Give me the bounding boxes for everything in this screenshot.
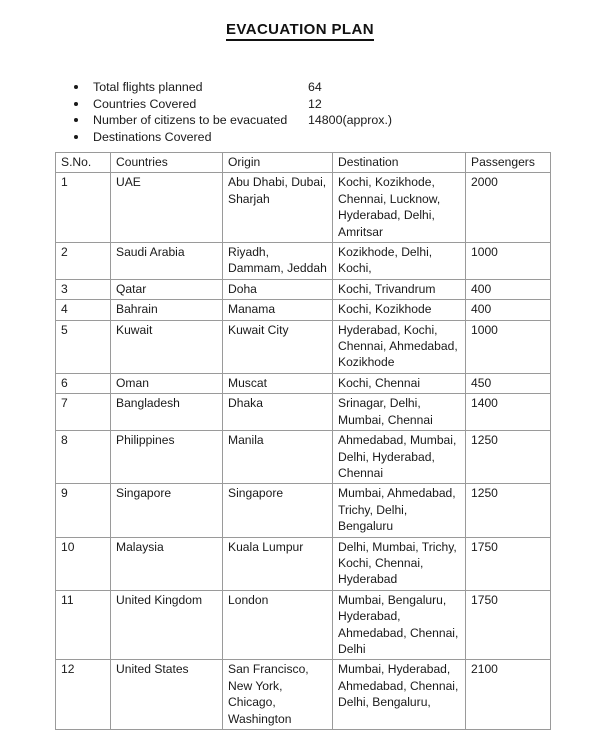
cell-origin: Abu Dhabi, Dubai, Sharjah — [223, 173, 333, 243]
cell-sno: 5 — [56, 320, 111, 373]
table-row — [56, 590, 551, 660]
cell-country: Singapore — [111, 484, 223, 537]
table-row — [56, 484, 551, 537]
cell-origin: Kuwait City — [223, 320, 333, 373]
cell-country: Bangladesh — [111, 394, 223, 431]
cell-country: United Kingdom — [111, 590, 223, 660]
cell-sno: 4 — [56, 300, 111, 320]
summary-item — [72, 79, 322, 96]
cell-country: Oman — [111, 373, 223, 393]
summary-item-label: Number of citizens to be evacuated — [93, 113, 288, 127]
cell-passengers: 1750 — [466, 590, 551, 660]
cell-origin: London — [223, 590, 333, 660]
table-row — [56, 431, 551, 484]
cell-destination: Delhi, Mumbai, Trichy, Kochi, Chennai, Hyderabad — [333, 537, 466, 590]
cell-country: Philippines — [111, 431, 223, 484]
summary-item — [72, 96, 322, 113]
page-title-text: EVACUATION PLAN — [226, 21, 374, 41]
cell-passengers: 2100 — [466, 660, 551, 730]
bullet-icon — [74, 118, 78, 122]
summary-item-value: 64 — [308, 80, 322, 94]
column-header-countries: Countries — [111, 153, 223, 173]
cell-passengers: 2000 — [466, 173, 551, 243]
cell-sno: 3 — [56, 279, 111, 299]
cell-passengers: 1750 — [466, 537, 551, 590]
cell-sno: 1 — [56, 173, 111, 243]
cell-destination: Mumbai, Hyderabad, Ahmedabad, Chennai, Delhi, Bengaluru, — [333, 660, 466, 730]
cell-country: Malaysia — [111, 537, 223, 590]
table-row — [56, 537, 551, 590]
table-row — [56, 300, 551, 320]
column-header-passengers: Passengers — [466, 153, 551, 173]
cell-passengers: 450 — [466, 373, 551, 393]
cell-origin: Kuala Lumpur — [223, 537, 333, 590]
cell-origin: Doha — [223, 279, 333, 299]
table-row — [56, 173, 551, 243]
cell-destination: Kozikhode, Delhi, Kochi, — [333, 243, 466, 280]
summary-item-label: Countries Covered — [93, 96, 197, 111]
summary-item — [72, 112, 393, 129]
cell-passengers: 1400 — [466, 394, 551, 431]
cell-origin: Manila — [223, 431, 333, 484]
cell-passengers: 400 — [466, 300, 551, 320]
cell-origin: Riyadh, Dammam, Jeddah — [223, 243, 333, 280]
cell-destination: Kochi, Trivandrum — [333, 279, 466, 299]
table-row — [56, 243, 551, 280]
cell-sno: 7 — [56, 394, 111, 431]
cell-country: United States — [111, 660, 223, 730]
cell-destination: Ahmedabad, Mumbai, Delhi, Hyderabad, Chennai — [333, 431, 466, 484]
cell-origin: San Francisco, New York, Chicago, Washington — [223, 660, 333, 730]
page-title — [0, 0, 600, 38]
cell-country: Kuwait — [111, 320, 223, 373]
evacuation-table — [55, 152, 551, 730]
column-header-sno: S.No. — [56, 153, 111, 173]
summary-item-label: Total flights planned — [93, 80, 203, 94]
table-body — [56, 173, 551, 730]
cell-origin: Dhaka — [223, 394, 333, 431]
cell-passengers: 1250 — [466, 484, 551, 537]
cell-passengers: 400 — [466, 279, 551, 299]
cell-country: UAE — [111, 173, 223, 243]
bullet-icon — [74, 135, 78, 139]
evacuation-table-container — [55, 152, 550, 730]
summary-item-value: 12 — [308, 96, 322, 111]
cell-passengers: 1250 — [466, 431, 551, 484]
cell-sno: 12 — [56, 660, 111, 730]
cell-origin: Singapore — [223, 484, 333, 537]
table-row — [56, 394, 551, 431]
table-header-row — [56, 153, 551, 173]
cell-origin: Muscat — [223, 373, 333, 393]
bullet-icon — [74, 102, 78, 106]
cell-sno: 11 — [56, 590, 111, 660]
table-row — [56, 320, 551, 373]
cell-destination: Kochi, Kozikhode, Chennai, Lucknow, Hyderabad, Delhi, Amritsar — [333, 173, 466, 243]
cell-passengers: 1000 — [466, 243, 551, 280]
summary-item — [72, 129, 287, 146]
summary-item-value: 14800(approx.) — [308, 113, 393, 127]
table-row — [56, 373, 551, 393]
table-row — [56, 660, 551, 730]
cell-destination: Srinagar, Delhi, Mumbai, Chennai — [333, 394, 466, 431]
cell-sno: 9 — [56, 484, 111, 537]
cell-sno: 10 — [56, 537, 111, 590]
cell-sno: 2 — [56, 243, 111, 280]
cell-country: Saudi Arabia — [111, 243, 223, 280]
cell-passengers: 1000 — [466, 320, 551, 373]
column-header-origin: Origin — [223, 153, 333, 173]
cell-destination: Hyderabad, Kochi, Chennai, Ahmedabad, Kozikhode — [333, 320, 466, 373]
cell-origin: Manama — [223, 300, 333, 320]
table-row — [56, 279, 551, 299]
cell-country: Bahrain — [111, 300, 223, 320]
summary-list — [72, 79, 393, 145]
column-header-destination: Destination — [333, 153, 466, 173]
cell-sno: 8 — [56, 431, 111, 484]
bullet-icon — [74, 85, 78, 89]
cell-country: Qatar — [111, 279, 223, 299]
cell-destination: Mumbai, Ahmedabad, Trichy, Delhi, Bengaluru — [333, 484, 466, 537]
cell-destination: Kochi, Kozikhode — [333, 300, 466, 320]
cell-destination: Mumbai, Bengaluru, Hyderabad, Ahmedabad, Chennai, Delhi — [333, 590, 466, 660]
cell-destination: Kochi, Chennai — [333, 373, 466, 393]
cell-sno: 6 — [56, 373, 111, 393]
summary-item-label: Destinations Covered — [93, 129, 212, 144]
